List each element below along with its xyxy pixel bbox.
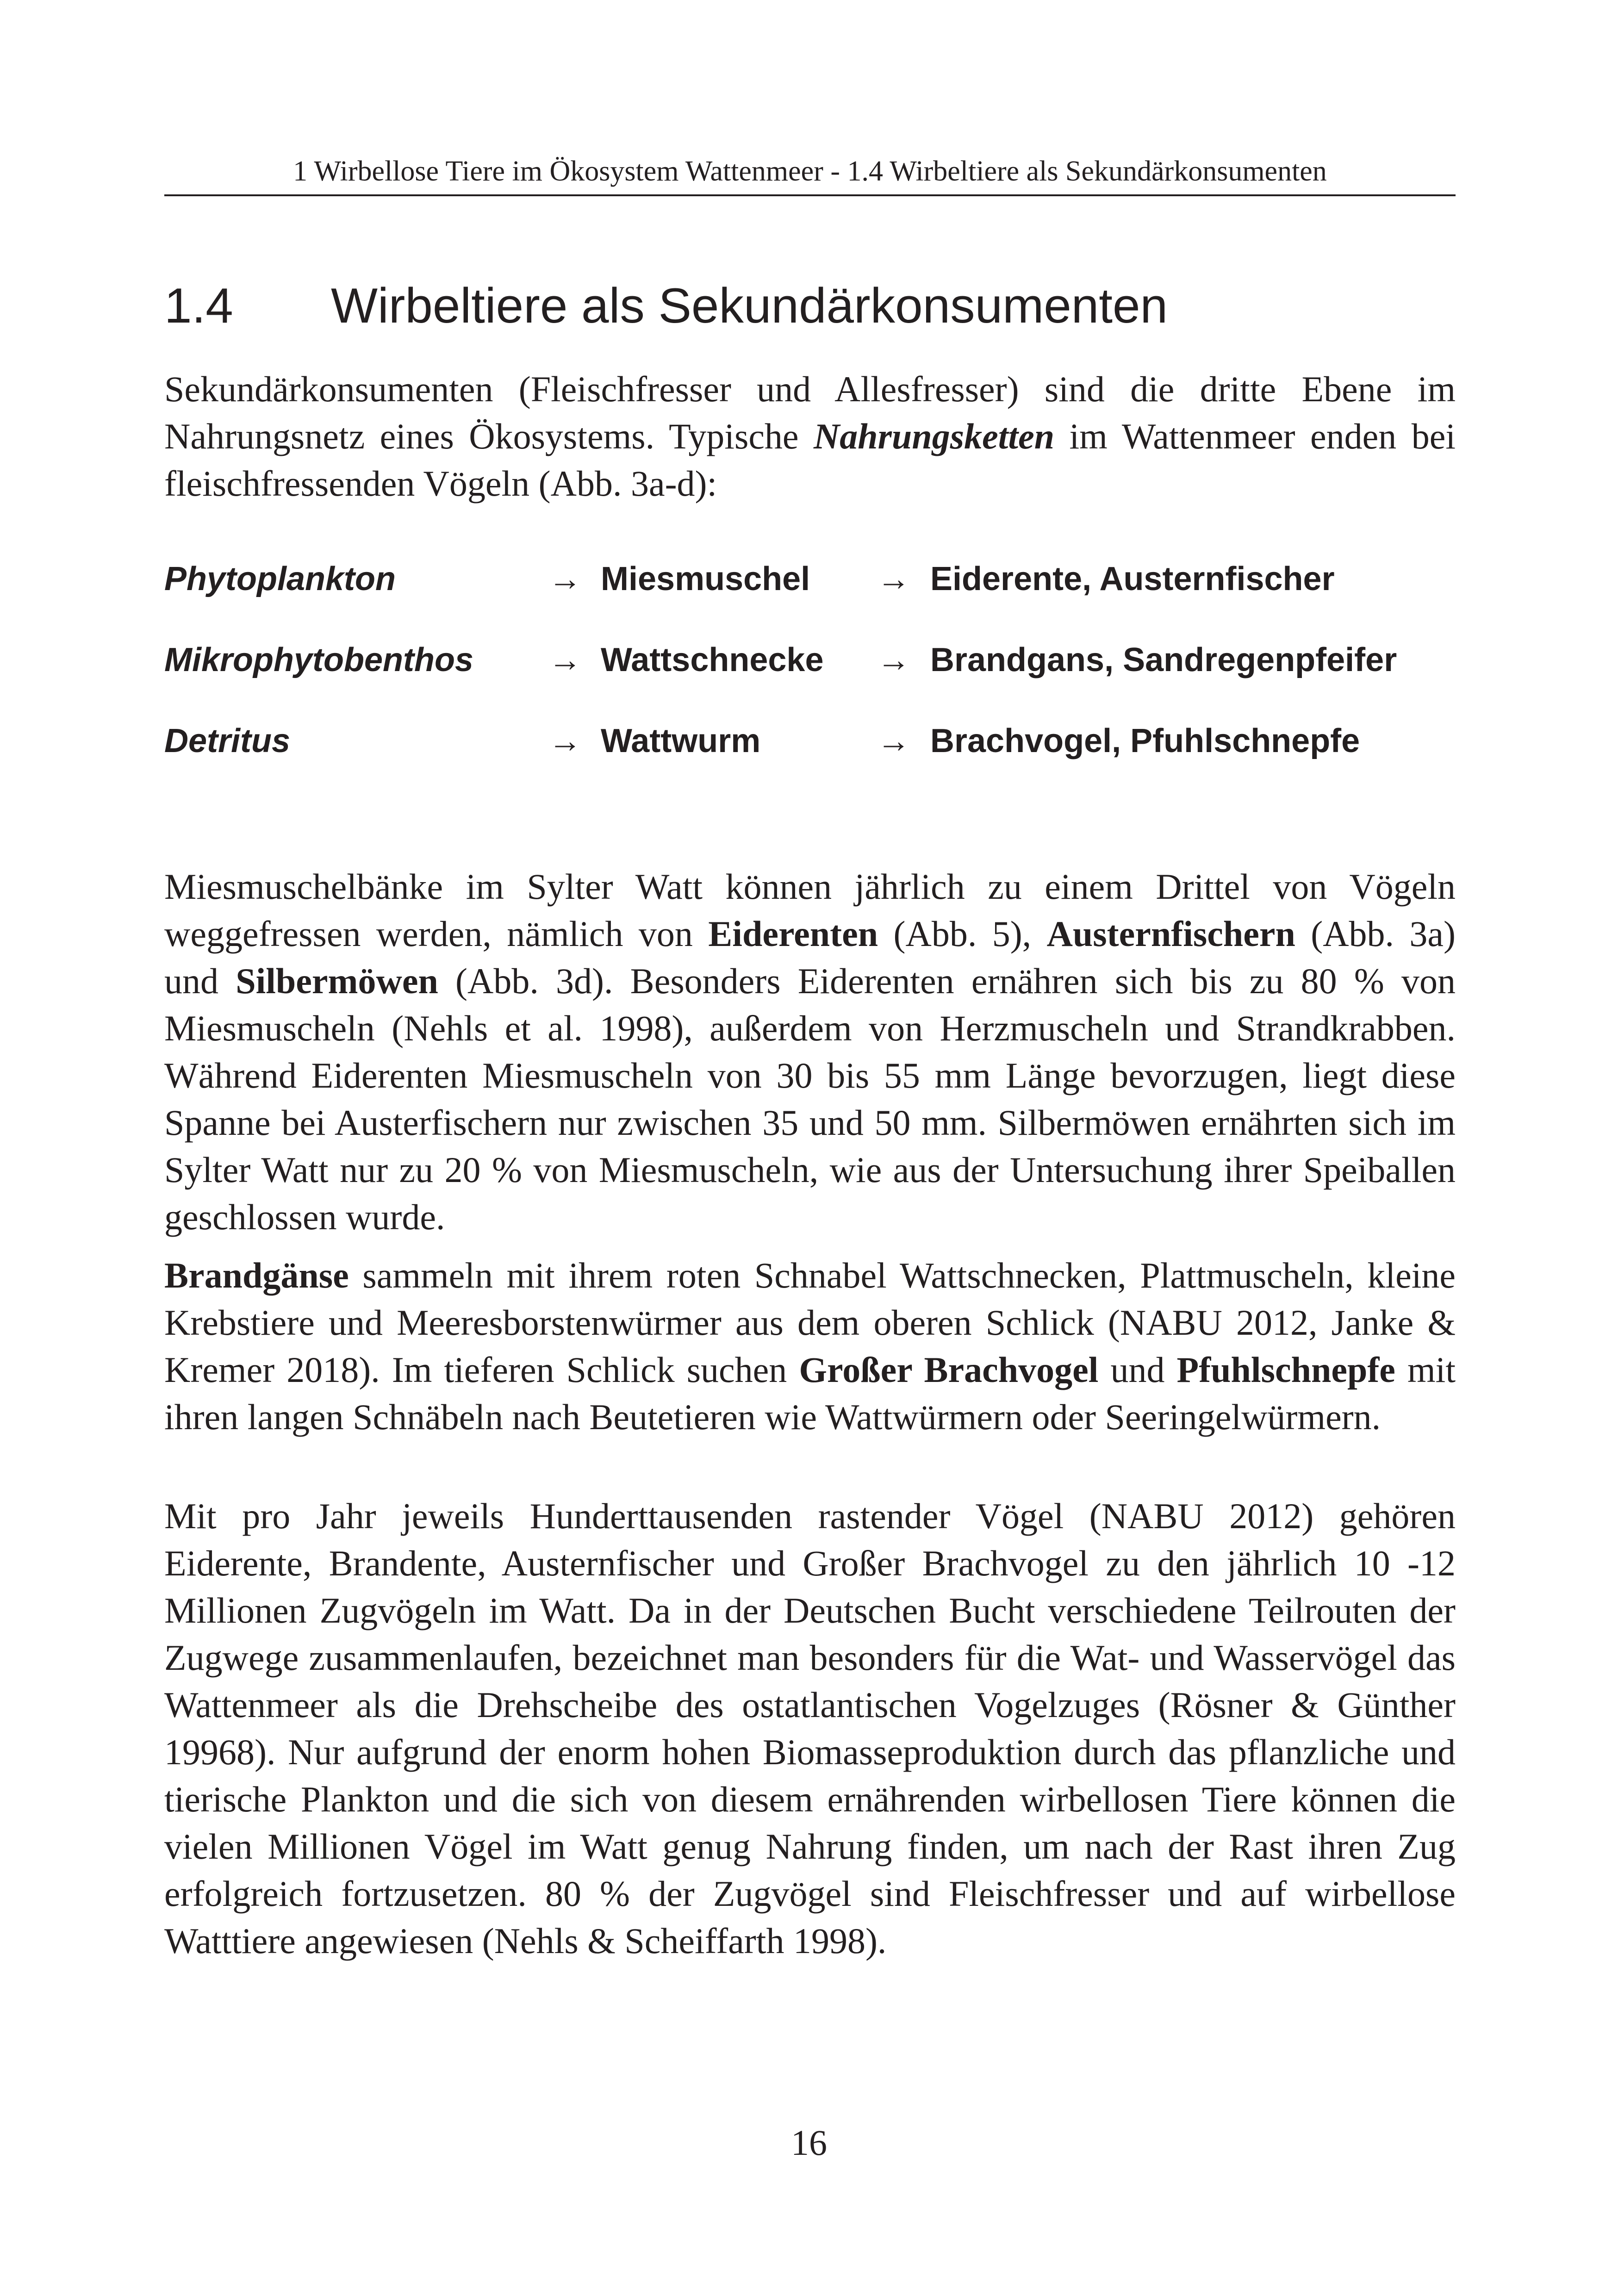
- paragraph-text: Miesmuschelbänke im Sylter Watt können jährlich zu einem Drittel von Vögeln weggefressen werden, nämlich von: [164, 866, 1456, 954]
- paragraph-text: (Abb. 5),: [878, 914, 1047, 954]
- bold-term: Austernfischern: [1046, 914, 1295, 954]
- bold-term: Eiderenten: [708, 914, 878, 954]
- arrow-right-icon: →: [877, 641, 910, 678]
- food-chain-row: [164, 641, 1456, 722]
- paragraph-migration: Mit pro Jahr jeweils Hunderttausenden rastender Vögel (NABU 2012) gehören Eiderente, Brandente, Austernfischer und Großer Brachvogel zu den jährlich 10 -12 Millionen Zugvögeln im Watt. Da in der Deutschen Bucht verschiedene Teilrouten der Zugwege zusammenlaufen, bezeichnet man besonders für die Wat- und Wasservögel das Wattenmeer als die Drehscheibe des ostatlantischen Vogelzuges (Rösner & Günther 19968). Nur aufgrund der enorm hohen Biomasseproduktion durch das pflanzliche und tierische Plankton und die sich von diesem ernährenden wirbellosen Tiere können die vielen Millionen Vögel im Watt genug Nahrung finden, um nach der Rast ihren Zug erfolgreich fortzusetzen. 80 % der Zugvögel sind Fleischfresser und auf wirbellose Watttiere angewiesen (Nehls & Scheiffarth 1998).: [164, 1496, 1456, 1961]
- arrow-right-icon: →: [548, 560, 582, 597]
- chain-secondary-consumer: Brachvogel, Pfuhlschnepfe: [930, 722, 1360, 759]
- running-header: 1 Wirbellose Tiere im Ökosystem Wattenmeer - 1.4 Wirbeltiere als Sekundärkonsumenten: [293, 156, 1327, 187]
- chain-secondary-consumer: Brandgans, Sandregenpfeifer: [930, 641, 1397, 678]
- food-chain-list: [164, 560, 1456, 803]
- chain-secondary-consumer: Eiderente, Austernfischer: [930, 560, 1335, 597]
- intro-emphasis: Nahrungsketten: [813, 416, 1055, 456]
- paragraph-foraging: [164, 1252, 1456, 1441]
- bold-term: Großer Brachvogel: [799, 1350, 1099, 1390]
- intro-text: Sekundärkonsumenten (Fleischfresser und Allesfresser) sind die dritte Ebene im Nahrungsnetz eines Ökosystems. Typische: [164, 369, 1456, 456]
- paragraph-text: sammeln mit ihrem roten Schnabel Wattschnecken, Plattmuscheln, kleine Krebstiere und Meeresborstenwürmer aus dem oberen Schlick (NABU 2012, Janke & Kremer 2018). Im tieferen Schlick suchen: [164, 1255, 1456, 1390]
- arrow-right-icon: →: [548, 641, 582, 678]
- paragraph-diet: [164, 863, 1456, 1241]
- paragraph-text: (Abb. 3d). Besonders Eiderenten ernähren sich bis zu 80 % von Miesmuscheln (Nehls et al. 1998), außerdem von Herzmuscheln und Strandkrabben. Während Eiderenten Miesmuscheln von 30 bis 55 mm Länge bevorzugen, liegt diese Spanne bei Austerfischern nur zwischen 35 und 50 mm. Silbermöwen ernährten sich im Sylter Watt nur zu 20 % von Miesmuscheln, wie aus der Untersuchung ihrer Speiballen geschlossen wurde.: [164, 961, 1456, 1237]
- chain-primary-consumer: Wattwurm: [601, 722, 761, 759]
- arrow-right-icon: →: [877, 722, 910, 759]
- arrow-right-icon: →: [877, 560, 910, 597]
- paragraph-text: mit ihren langen Schnäbeln nach Beutetieren wie Wattwürmern oder Seeringelwürmern.: [164, 1350, 1456, 1437]
- intro-paragraph: [164, 366, 1456, 507]
- food-chain-row: [164, 722, 1456, 803]
- section-number: 1.4: [164, 278, 233, 333]
- chain-producer: Mikrophytobenthos: [164, 641, 473, 678]
- bold-term: Silbermöwen: [236, 961, 438, 1001]
- food-chain-row: [164, 560, 1456, 641]
- header-rule: [164, 194, 1456, 196]
- page-number: 16: [791, 2122, 827, 2163]
- section-heading: [164, 273, 1168, 338]
- chain-primary-consumer: Wattschnecke: [601, 641, 824, 678]
- paragraph-text: (Abb. 3a) und: [164, 914, 1456, 1001]
- section-title: Wirbeltiere als Sekundärkonsumenten: [331, 278, 1168, 333]
- chain-producer: Detritus: [164, 722, 291, 759]
- bold-term: Pfuhlschnepfe: [1176, 1350, 1395, 1390]
- intro-text-end: im Wattenmeer enden bei fleischfressenden Vögeln (Abb. 3a-d):: [164, 416, 1456, 504]
- chain-producer: Phytoplankton: [164, 560, 396, 597]
- paragraph-text: und: [1098, 1350, 1177, 1390]
- bold-term: Brandgänse: [164, 1255, 349, 1295]
- arrow-right-icon: →: [548, 722, 582, 759]
- chain-primary-consumer: Miesmuschel: [601, 560, 810, 597]
